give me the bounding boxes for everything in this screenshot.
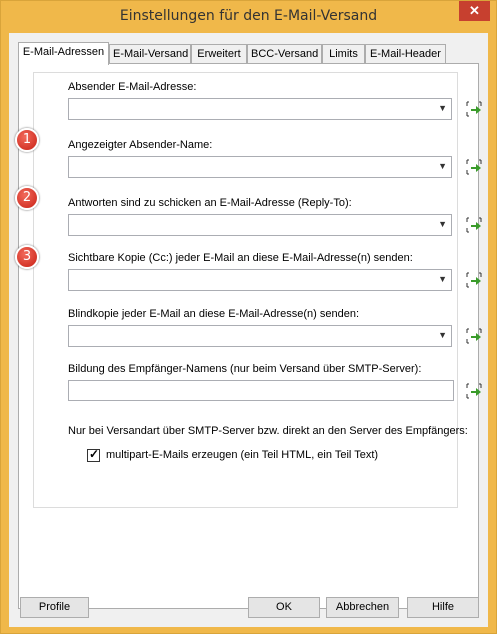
tab-panel-email-adressen (18, 63, 479, 609)
reply-to-combo[interactable] (68, 214, 452, 236)
callout-badge-2: 2 (15, 186, 39, 210)
cancel-button[interactable]: Abbrechen (326, 597, 399, 618)
callout-badge-1: 1 (15, 128, 39, 152)
help-button[interactable]: Hilfe (407, 597, 479, 618)
close-button[interactable] (459, 1, 490, 21)
sender-email-combo[interactable] (68, 98, 452, 120)
close-icon: ✕ (469, 3, 480, 18)
multipart-checkbox[interactable] (87, 449, 100, 462)
chevron-down-icon[interactable]: ▼ (438, 330, 447, 340)
profile-button[interactable]: Profile (20, 597, 89, 618)
tab-email-versand[interactable]: E-Mail-Versand (109, 44, 191, 64)
tab-email-adressen[interactable]: E-Mail-Adressen (18, 42, 109, 65)
chevron-down-icon[interactable]: ▼ (438, 161, 447, 171)
chevron-down-icon[interactable]: ▼ (438, 274, 447, 284)
tab-bcc-versand[interactable]: BCC-Versand (247, 44, 322, 64)
tab-erweitert[interactable]: Erweitert (191, 44, 247, 64)
smtp-note: Nur bei Versandart über SMTP-Server bzw. direkt an den Server des Empfängers: (68, 425, 468, 437)
cc-label: Sichtbare Kopie (Cc:) jeder E-Mail an diese E-Mail-Adresse(n) senden: (68, 252, 413, 264)
bcc-label: Blindkopie jeder E-Mail an diese E-Mail-Adresse(n) senden: (68, 308, 360, 320)
bcc-combo[interactable] (68, 325, 452, 347)
title-bar[interactable] (1, 1, 496, 33)
insert-field-icon[interactable] (465, 271, 483, 289)
fields-group (33, 72, 468, 508)
tab-limits[interactable]: Limits (322, 44, 365, 64)
insert-field-icon[interactable] (465, 158, 483, 176)
chevron-down-icon[interactable]: ▼ (438, 103, 447, 113)
sender-email-label: Absender E-Mail-Adresse: (68, 81, 197, 93)
insert-field-icon[interactable] (465, 216, 483, 234)
checkmark-icon: ✓ (89, 447, 100, 461)
insert-field-icon[interactable] (465, 327, 483, 345)
multipart-label[interactable]: multipart-E-Mails erzeugen (ein Teil HTML, ein Teil Text) (106, 449, 379, 461)
cc-combo[interactable] (68, 269, 452, 291)
window-title: Einstellungen für den E-Mail-Versand (119, 8, 378, 24)
callout-badge-3: 3 (15, 245, 39, 269)
sender-name-combo[interactable] (68, 156, 452, 178)
tab-email-header[interactable]: E-Mail-Header (365, 44, 446, 64)
recipient-name-input[interactable] (68, 380, 454, 401)
insert-field-icon[interactable] (465, 100, 483, 118)
reply-to-label: Antworten sind zu schicken an E-Mail-Adresse (Reply-To): (68, 197, 352, 209)
sender-name-label: Angezeigter Absender-Name: (68, 139, 213, 151)
insert-field-icon[interactable] (465, 382, 483, 400)
dialog-client-area (9, 33, 488, 627)
chevron-down-icon[interactable]: ▼ (438, 219, 447, 229)
ok-button[interactable]: OK (248, 597, 320, 618)
recipient-name-label: Bildung des Empfänger-Namens (nur beim Versand über SMTP-Server): (68, 363, 422, 375)
